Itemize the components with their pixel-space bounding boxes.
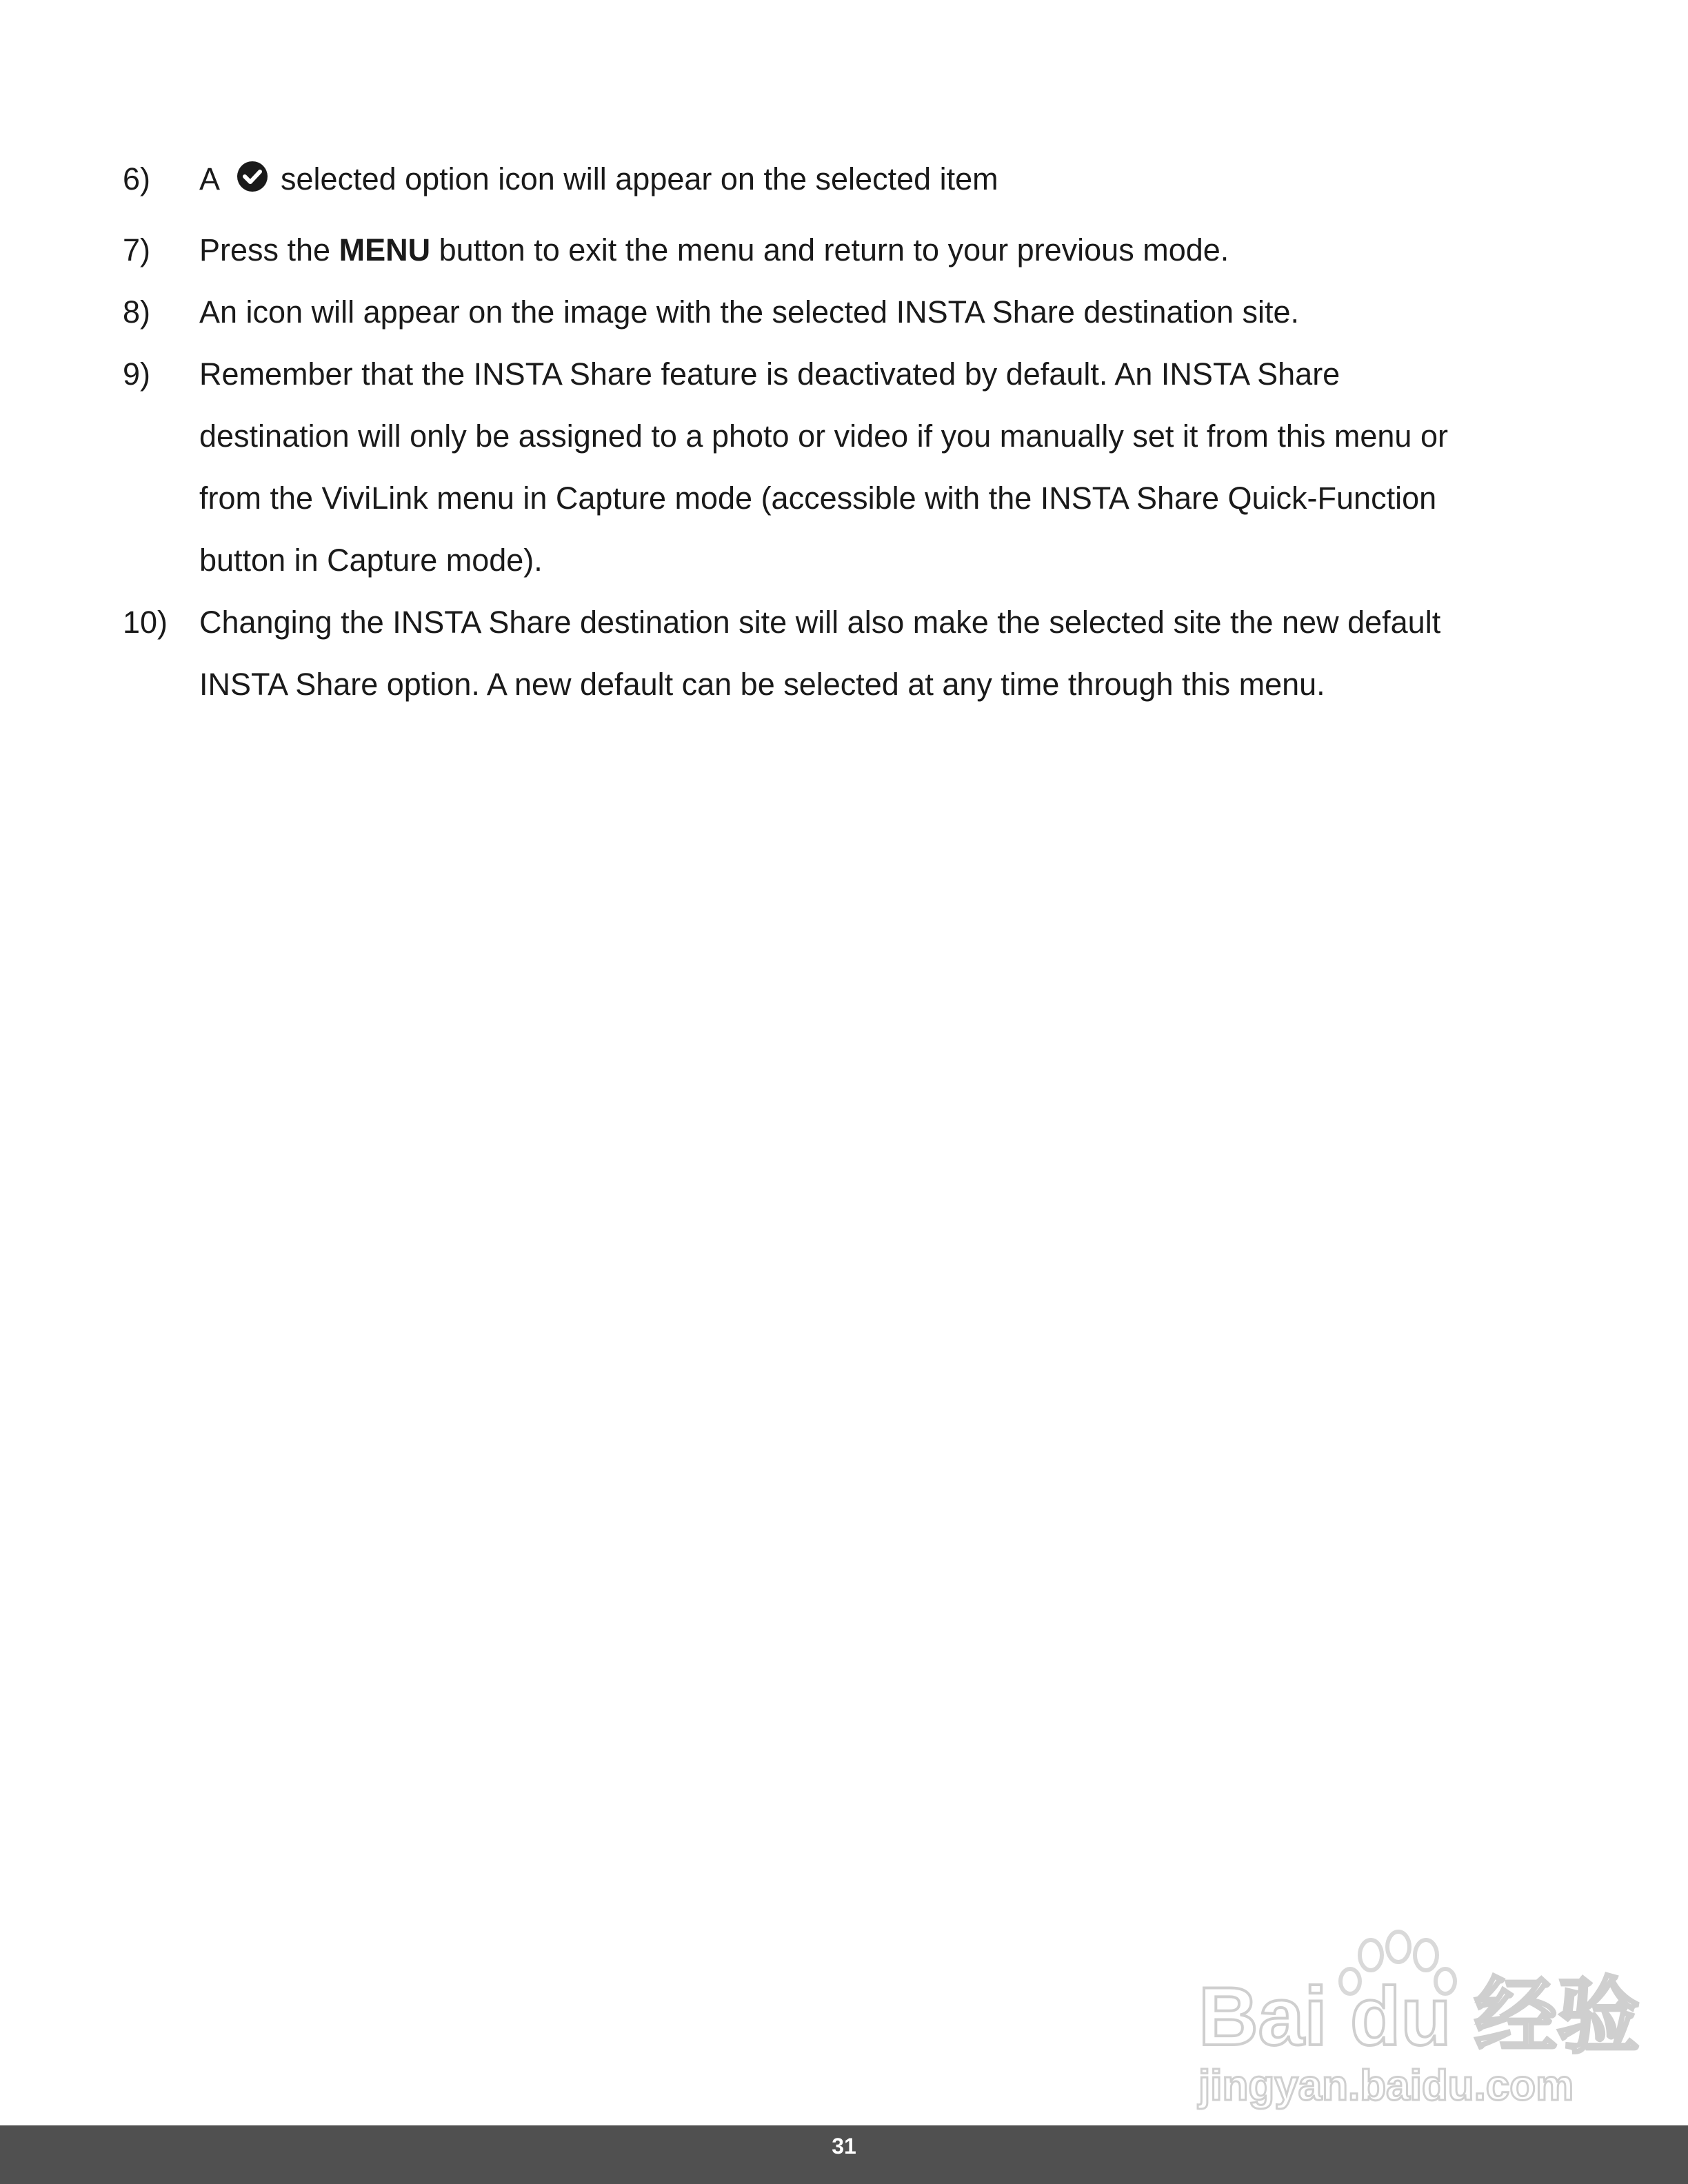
text-before: Press the: [199, 232, 339, 267]
list-text-line: Changing the INSTA Share destination site will also make the selected site the new default: [199, 605, 1441, 640]
list-text: An icon will appear on the image with the selected INSTA Share destination site.: [199, 294, 1300, 330]
list-text-line: INSTA Share option. A new default can be selected at any time through this menu.: [199, 667, 1325, 702]
menu-keyword: MENU: [339, 232, 431, 267]
text-after: button to exit the menu and return to your previous mode.: [430, 232, 1229, 267]
baidu-watermark: [1198, 1928, 1640, 2121]
check-circle-icon: [237, 161, 268, 192]
list-number: 8): [123, 294, 151, 330]
list-text-line: button in Capture mode).: [199, 543, 543, 578]
list-text-line: Remember that the INSTA Share feature is deactivated by default. An INSTA Share: [199, 356, 1340, 392]
page-number: 31: [832, 2134, 856, 2158]
watermark-url: jingyan.baidu.com: [1198, 2062, 1574, 2110]
list-text-line: from the ViviLink menu in Capture mode (accessible with the INSTA Share Quick-Function: [199, 481, 1437, 516]
list-number: 6): [123, 161, 151, 196]
watermark-brand: Bai du 经验: [1198, 1970, 1640, 2063]
list-text-line: destination will only be assigned to a photo or video if you manually set it from this menu or: [199, 418, 1448, 454]
list-number: 10): [123, 605, 168, 640]
text-after: selected option icon will appear on the selected item: [281, 161, 998, 196]
list-text: [199, 219, 1229, 281]
list-number: 9): [123, 356, 151, 392]
list-number: 7): [123, 232, 151, 267]
text-before: A: [199, 161, 221, 196]
list-text: [199, 148, 998, 210]
